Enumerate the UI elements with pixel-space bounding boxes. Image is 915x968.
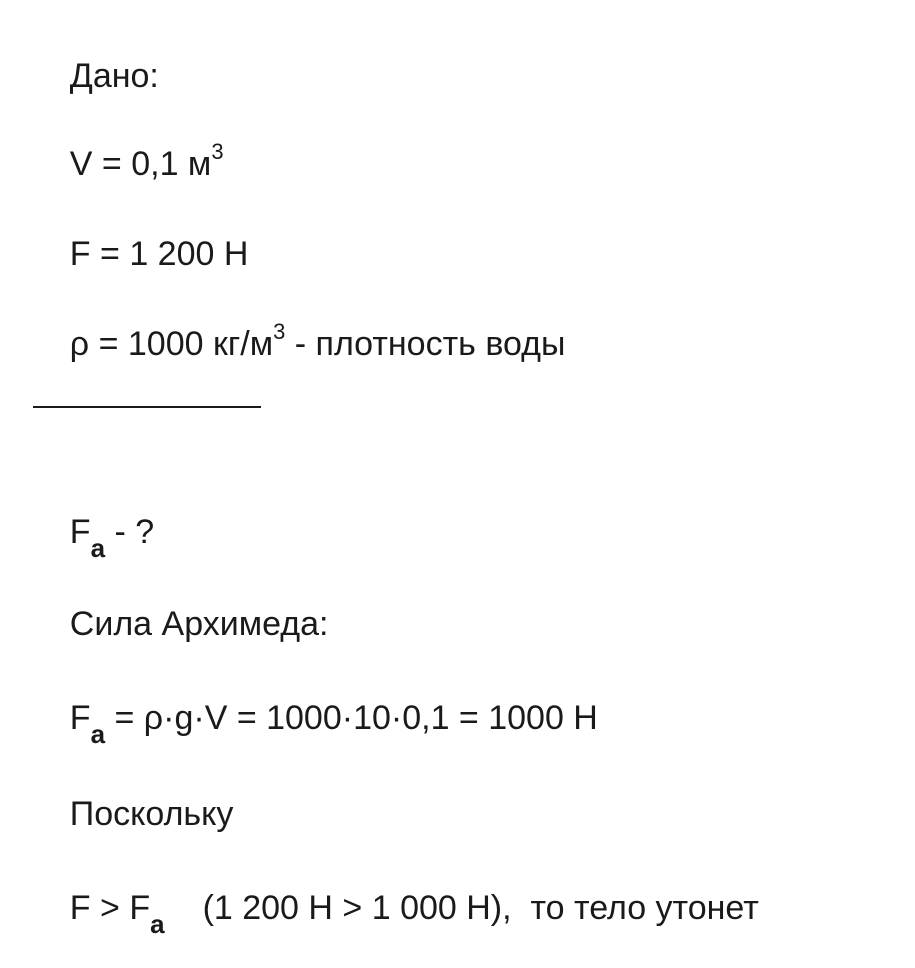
find-line: $F_a$ - ? <box>69 513 155 563</box>
archimedes-formula: $F_a = \rho\cdot g\cdot V = 1000\cdot 10\cdot 0,1 = 1000$ Н <box>69 699 598 749</box>
archimedes-heading: Сила Архимеда: <box>69 605 329 643</box>
given-density: ρ = 1000 $кг/м^3$ - плотность воды <box>69 318 566 363</box>
given-volume: V = 0,1 $м^3$ <box>69 138 224 183</box>
given-divider <box>33 406 261 408</box>
since-line: Поскольку <box>69 795 234 833</box>
given-force: F = 1 200 Н <box>69 235 249 273</box>
conclusion-line: $F > F_a$ (1 200 Н > 1 000 Н), то тело утонет <box>69 889 759 939</box>
given-heading: Дано: <box>69 57 159 95</box>
